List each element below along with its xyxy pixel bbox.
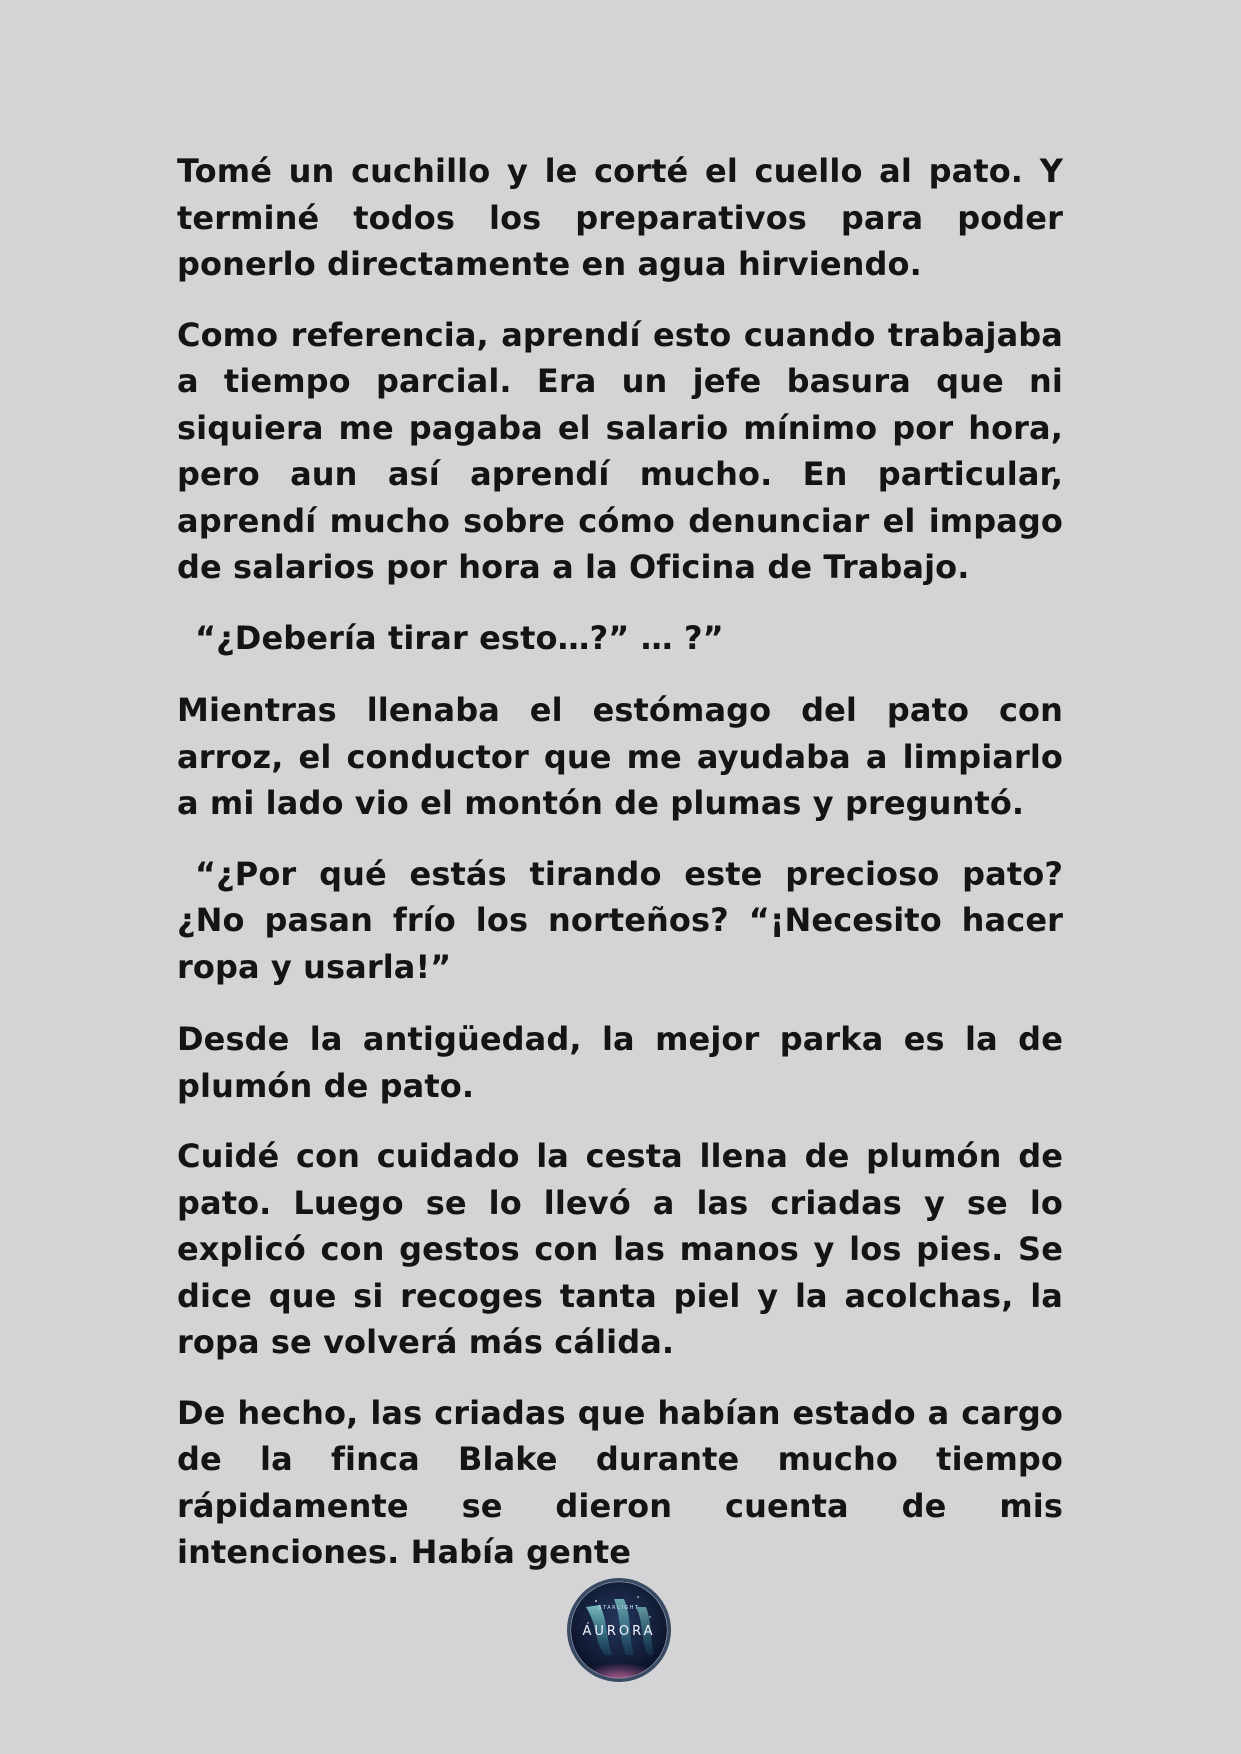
paragraph-3: Mientras llenaba el estómago del pato con arroz, el conductor que me ayudaba a limpiarlo a mi lado vio el montón de plumas y preguntó.	[177, 691, 1063, 822]
paragraph-1: Tomé un cuchillo y le corté el cuello al pato. Y terminé todos los preparativos para poder ponerlo directamente en agua hirviendo.	[177, 152, 1063, 283]
paragraph-5: Cuidé con cuidado la cesta llena de plumón de pato. Luego se lo llevó a las criadas y se lo explicó con gestos con las manos y los pies. Se dice que si recoges tanta piel y la acolchas, la ropa se volverá más cálida.	[177, 1137, 1063, 1361]
aurora-logo	[566, 1577, 672, 1683]
aurora-logo-badge	[566, 1577, 672, 1683]
page-body	[177, 148, 1063, 1600]
logo-tagline: STARLIGHT	[598, 1605, 640, 1611]
paragraph-4: Desde la antigüedad, la mejor parka es la de plumón de pato.	[177, 1020, 1063, 1105]
logo-title: AURORA	[582, 1624, 656, 1639]
paragraph-6: De hecho, las criadas que habían estado a cargo de la finca Blake durante mucho tiempo rápidamente se dieron cuenta de mis intenciones. Había gente	[177, 1393, 1063, 1571]
paragraph-2: Como referencia, aprendí esto cuando trabajaba a tiempo parcial. Era un jefe basura que ni siquiera me pagaba el salario mínimo por hora, pero aun así aprendí mucho. En particular, aprendí mucho sobre cómo denunciar el impago de salarios por hora a la Oficina de Trabajo.	[177, 315, 1063, 586]
dialogue-1: “¿Debería tirar esto…?” … ?”	[195, 618, 724, 657]
dialogue-2: “¿Por qué estás tirando este precioso pato? ¿No pasan frío los norteños? “¡Necesito hacer ropa y usarla!”	[177, 854, 1063, 986]
